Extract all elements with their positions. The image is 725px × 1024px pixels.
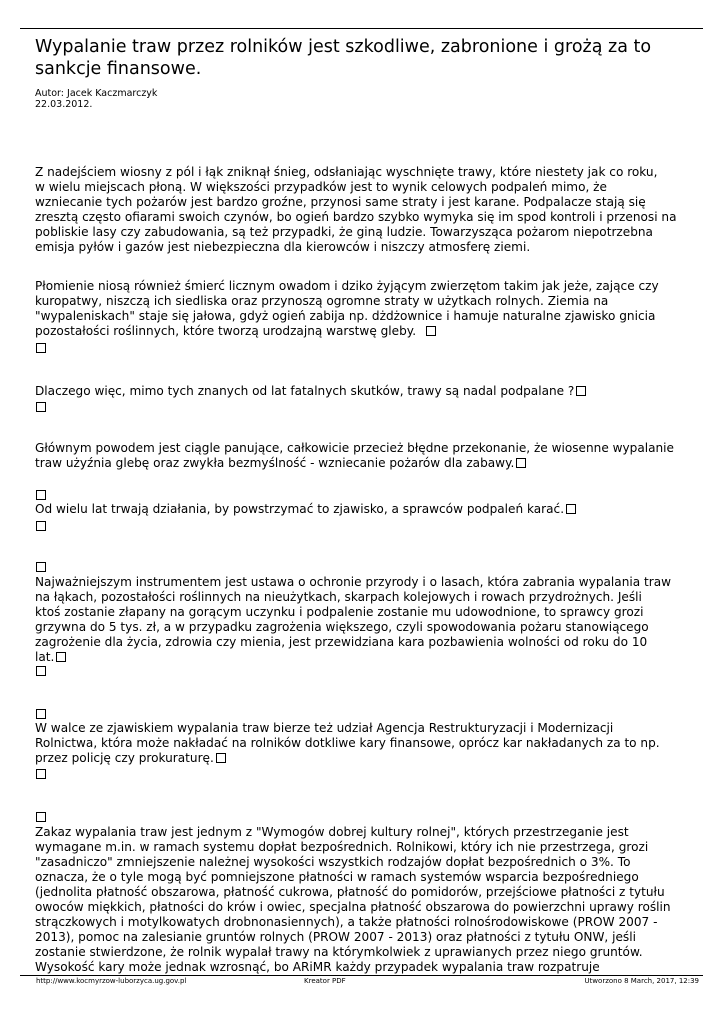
text-line: ktoś zostanie złapany na gorącym uczynku i podpalenie zostanie mu udowodnione, to sprawcy grozi [35,605,644,620]
article-title: Wypalanie traw przez rolników jest szkodliwe, zabronione i grożą za to sankcje finansowe. [35,37,652,79]
text-line: "zasadniczo" zmniejszenie należnej wysokości wszystkich rodzajów dopłat bezpośrednich o 3%. To [35,855,631,870]
paragraph-4 [35,441,690,471]
missing-glyph-icon [36,343,46,353]
text-line: 2013), pomoc na zalesianie gruntów rolnych (PROW 2007 - 2013) oraz płatności z tytułu ONW, jeśli [35,930,636,945]
text-line: (jednolita płatność obszarowa, płatność cukrowa, płatność do pomidorów, przejściowe płatności z tytułu [35,885,665,900]
missing-glyph-icon [36,562,46,572]
text-line: Zakaz wypalania traw jest jednym z "Wymogów dobrej kultury rolnej", których przestrzeganie jest [35,825,629,839]
text-line: "wypaleniskach" staje się jałowa, gdyż ogień zabija np. dżdżownice i hamuje naturalne zjawisko gnicia [35,309,656,324]
text-line [35,650,690,665]
text-line: Płomienie niosą również śmierć licznym owadom i dziko żyjącym zwierzętom takim jak jeże, zające czy [35,279,659,293]
text-line [35,384,690,399]
text-line: wzniecanie tych pożarów jest bardzo groźne, przynosi same straty i jest karane. Podpalacze stają się [35,195,646,210]
paragraph-7 [35,721,690,766]
missing-glyph-icon [36,666,46,676]
paragraph-6 [35,575,690,665]
text-line-content: przez policję czy prokuraturę. [35,751,214,766]
footer-rule [20,975,703,976]
text-line: Najważniejszym instrumentem jest ustawa o ochronie przyrody i o lasach, która zabrania wypalania traw [35,575,671,589]
text-line-content: lat. [35,650,55,665]
text-line [35,502,690,517]
text-line: oznacza, że o tyle mogą być pomniejszone płatności w ramach systemów wsparcia bezpośredniego [35,870,639,885]
text-line-content: Od wielu lat trwają działania, by powstrzymać to zjawisko, a sprawców podpaleń karać. [35,502,565,516]
text-line: strączkowych i motylkowatych drobnonasiennych), a także płatności rolnośrodowiskowe (PROW 2007 - [35,915,658,930]
publish-date: 22.03.2012. [35,99,93,110]
text-line: zresztą często ofiarami swoich czynów, bo ogień bardzo szybko wymyka się im spod kontroli i przenosi na [35,210,677,225]
header-rule [20,28,703,29]
missing-glyph-icon [576,386,586,396]
text-line: Z nadejściem wiosny z pól i łąk zniknął śnieg, odsłaniając wyschnięte trawy, które niestety jak co roku, [35,165,658,179]
text-line [35,456,690,471]
text-line: kuropatwy, niszczą ich siedliska oraz przynoszą ogromne straty w użytkach rolnych. Ziemia na [35,294,609,309]
paragraph-3 [35,384,690,399]
paragraph-2 [35,279,690,339]
missing-glyph-icon [36,490,46,500]
author-line: Autor: Jacek Kaczmarczyk [35,88,158,99]
missing-glyph-icon [36,812,46,822]
missing-glyph-icon [426,326,436,336]
missing-glyph-icon [36,769,46,779]
missing-glyph-icon [516,458,526,468]
text-line-content: pozostałości roślinnych, które tworzą urodzajną warstwę gleby. [35,324,417,339]
text-line: owoców miękkich, płatności do krów i owiec, specjalna płatność obszarowa do powierzchni uprawy roślin [35,900,671,915]
text-line: Wysokość kary może jednak wzrosnąć, bo ARiMR każdy przypadek wypalania traw rozpatruje [35,960,600,975]
missing-glyph-icon [36,402,46,412]
text-line [35,751,690,766]
missing-glyph-icon [36,709,46,719]
missing-glyph-icon [216,753,226,763]
text-line: emisja pyłów i gazów jest niebezpieczna dla kierowców i niszczy atmosferę ziemi. [35,240,531,255]
paragraph-8 [35,825,690,975]
text-line: grzywna do 5 tys. zł, a w przypadku zagrożenia większego, czyli spowodowania pożaru stanowiącego [35,620,649,635]
text-line: na łąkach, pozostałości roślinnych na nieużytkach, skarpach kolejowych i rowach przydrożnych. Jeśli [35,590,642,605]
text-line [35,324,690,339]
text-line: Głównym powodem jest ciągle panujące, całkowicie przecież błędne przekonanie, że wiosenne wypalanie [35,441,674,455]
text-line-content: traw użyźnia glebę oraz zwykła bezmyślność - wzniecanie pożarów dla zabawy. [35,456,515,471]
missing-glyph-icon [56,652,66,662]
footer-creator: Kreator PDF [304,977,346,985]
text-line: wymagane m.in. w ramach systemu dopłat bezpośrednich. Rolnikowi, który ich nie przestrzega, grozi [35,840,649,855]
text-line: Rolnictwa, która może nakładać na rolników dotkliwe kary finansowe, oprócz kar nakładanych za to np. [35,736,660,751]
missing-glyph-icon [36,521,46,531]
footer-url: http://www.kocmyrzow-luborzyca.ug.gov.pl [36,977,187,985]
text-line: zagrożenie dla życia, zdrowia czy mienia, jest przewidziana kara pozbawienia wolności od roku do 10 [35,635,648,650]
paragraph-5 [35,502,690,517]
footer-created: Utworzono 8 March, 2017, 12:39 [584,977,699,985]
text-line: pobliskie lasy czy zabudowania, są też przypadki, że giną ludzie. Towarzysząca pożarom niepotrzebna [35,225,653,240]
text-line-content: Dlaczego więc, mimo tych znanych od lat fatalnych skutków, trawy są nadal podpalane ? [35,384,575,398]
paragraph-1 [35,165,690,255]
text-line: zostanie stwierdzone, że rolnik wypalał trawy na którymkolwiek z uprawianych przez niego gruntów. [35,945,643,960]
text-line: w wielu miejscach płoną. W większości przypadków jest to wynik celowych podpaleń mimo, że [35,180,607,195]
missing-glyph-icon [566,504,576,514]
text-line: W walce ze zjawiskiem wypalania traw bierze też udział Agencja Restrukturyzacji i Modernizacji [35,721,614,735]
